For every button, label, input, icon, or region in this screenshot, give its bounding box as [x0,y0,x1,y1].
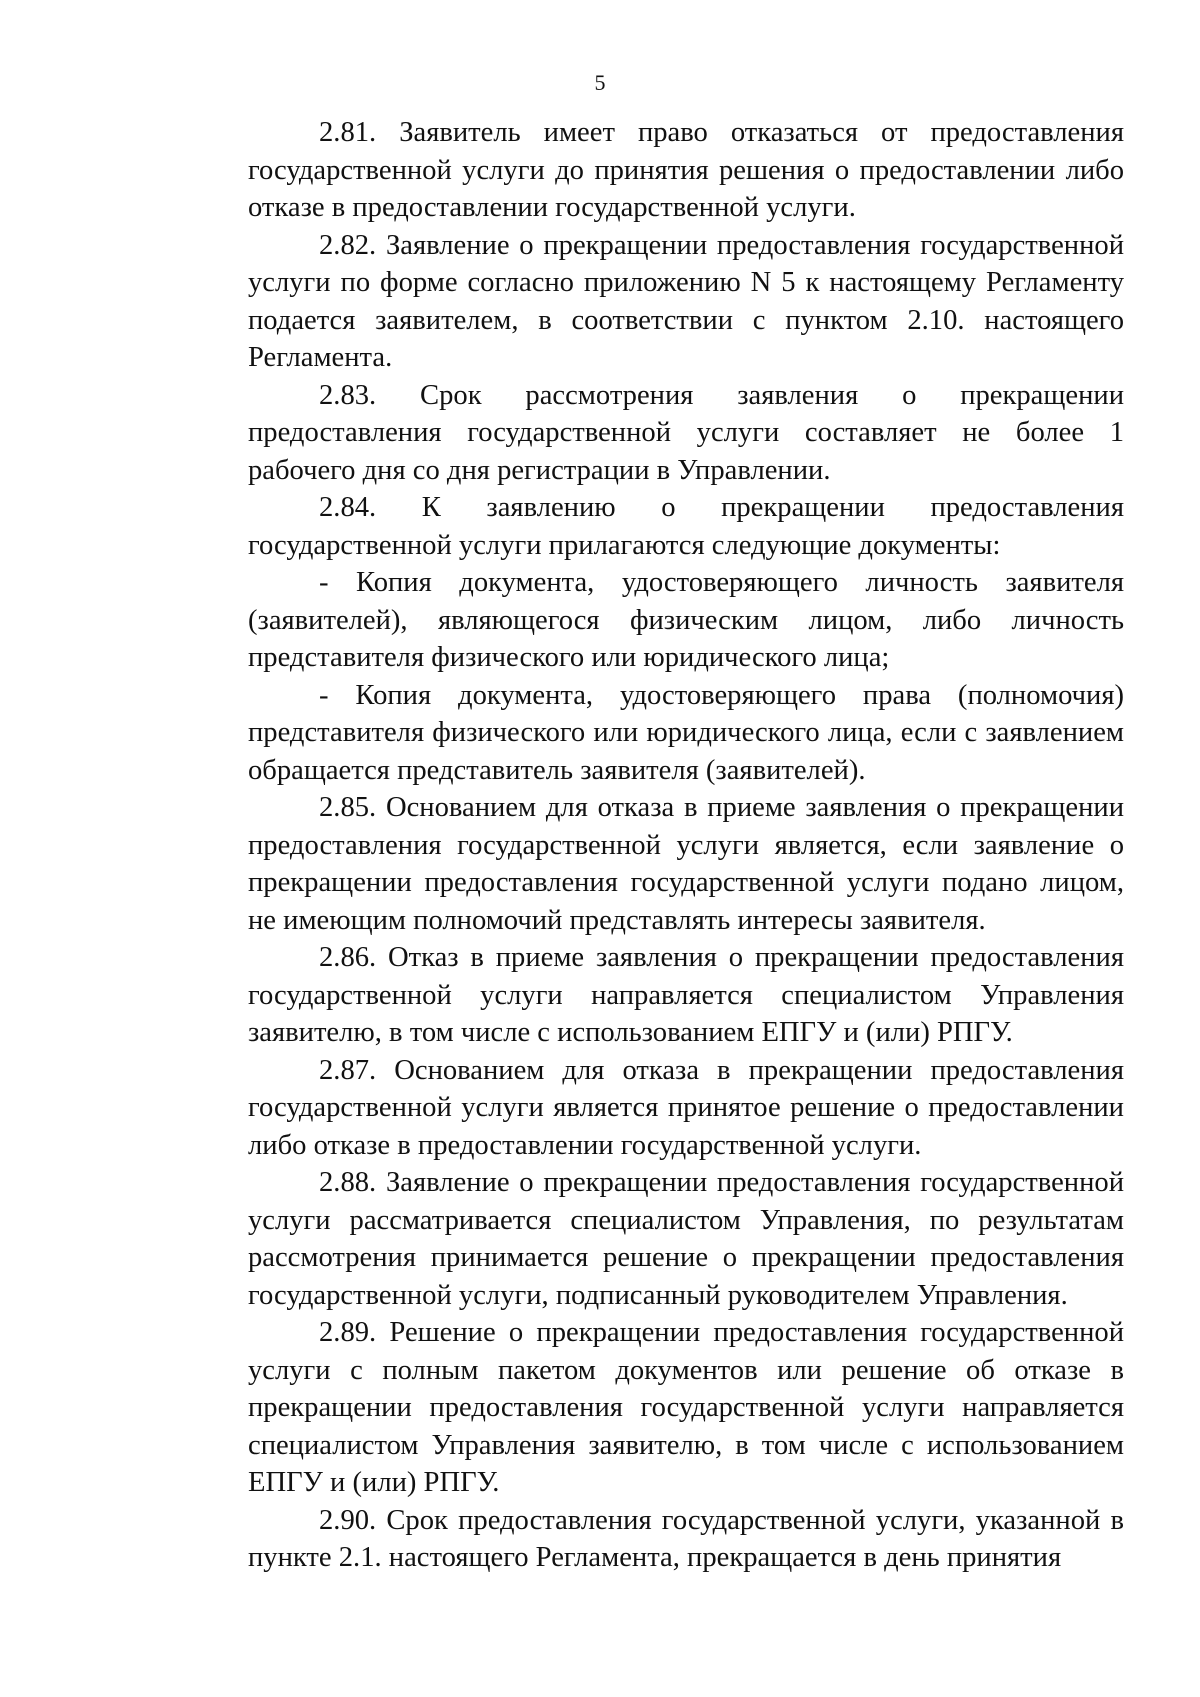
paragraph-2-90: 2.90. Срок предоставления государственной услуги, указанной в пункте 2.1. настоящего Регламента, прекращается в день принятия [248,1504,1124,1573]
list-item-authority-document: - Копия документа, удостоверяющего права (полномочия) представителя физического или юридического лица, если с заявлением обращается представитель заявителя (заявителей). [248,679,1124,786]
paragraph-2-82: 2.82. Заявление о прекращении предоставления государственной услуги по форме согласно приложению N 5 к настоящему Регламенту подается заявителем, в соответствии с пунктом 2.10. настоящего Регламента. [248,229,1124,373]
paragraph-2-89: 2.89. Решение о прекращении предоставления государственной услуги с полным пакетом документов или решение об отказе в прекращении предоставления государственной услуги направляется специалистом Управления заявителю, в том числе с использованием ЕПГУ и (или) РПГУ. [248,1317,1124,1498]
paragraph-2-87: 2.87. Основанием для отказа в прекращении предоставления государственной услуги является принятое решение о предоставлении либо отказе в предоставлении государственной услуги. [248,1054,1124,1161]
paragraph-2-85: 2.85. Основанием для отказа в приеме заявления о прекращении предоставления государственной услуги является, если заявление о прекращении предоставления государственной услуги подано лицом, не имеющим полномочий представлять интересы заявителя. [248,792,1124,936]
paragraph-2-86: 2.86. Отказ в приеме заявления о прекращении предоставления государственной услуги направляется специалистом Управления заявителю, в том числе с использованием ЕПГУ и (или) РПГУ. [248,942,1124,1048]
document-body [248,114,1124,1577]
list-item-identity-document: - Копия документа, удостоверяющего личность заявителя (заявителей), являющегося физическим лицом, либо личность представителя физического или юридического лица; [248,567,1124,673]
page-number: 5 [594,70,606,95]
paragraph-2-84: 2.84. К заявлению о прекращении предоставления государственной услуги прилагаются следующие документы: [248,492,1124,561]
paragraph-2-81: 2.81. Заявитель имеет право отказаться от предоставления государственной услуги до принятия решения о предоставлении либо отказе в предоставлении государственной услуги. [248,117,1124,223]
paragraph-2-83: 2.83. Срок рассмотрения заявления о прекращении предоставления государственной услуги составляет не более 1 рабочего дня со дня регистрации в Управлении. [248,379,1124,486]
paragraph-2-88: 2.88. Заявление о прекращении предоставления государственной услуги рассматривается специалистом Управления, по результатам рассмотрения принимается решение о прекращении предоставления государственной услуги, подписанный руководителем Управления. [248,1167,1124,1311]
